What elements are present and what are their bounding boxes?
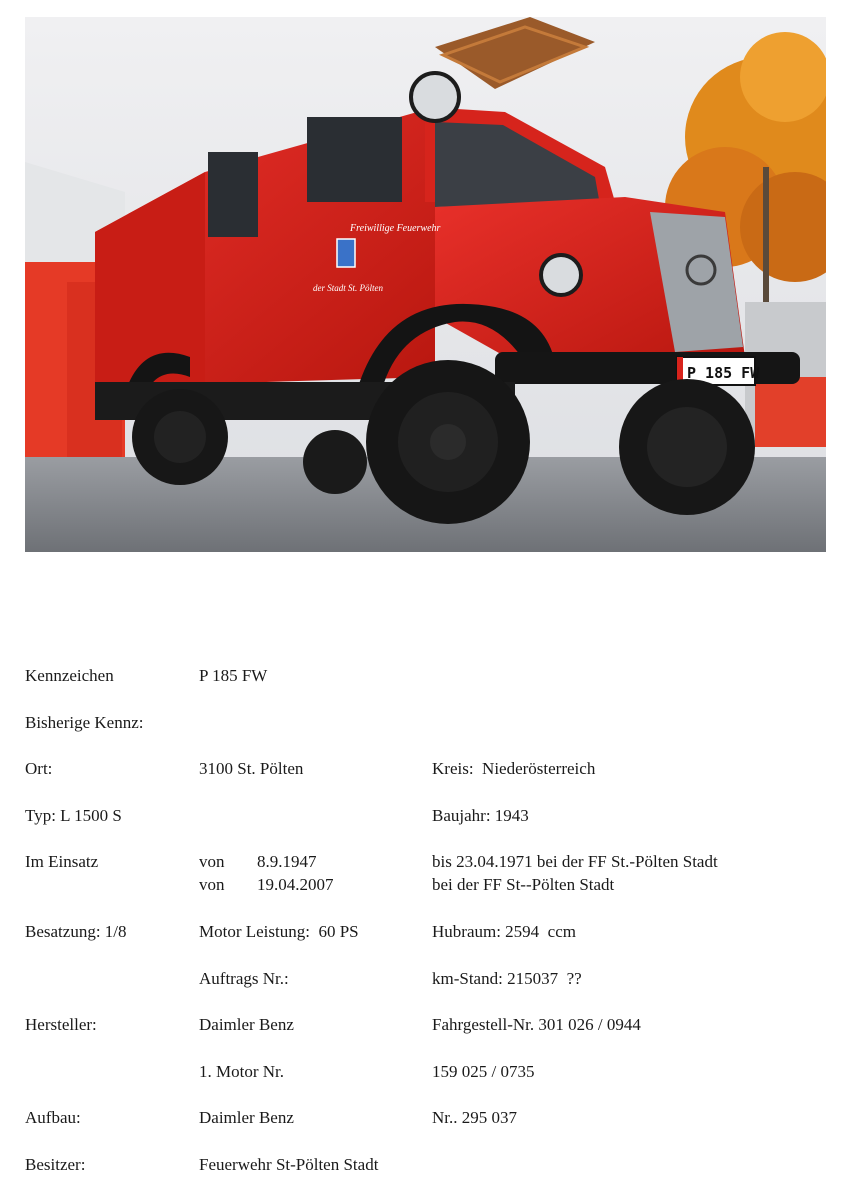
spec-row-aufbau [25, 1106, 825, 1129]
einsatz-from-2 [199, 873, 334, 896]
spec-row-motor-nr [25, 1060, 825, 1083]
spec-row-kennzeichen [25, 664, 825, 687]
label-bisherige-kennz: Bisherige Kennz: [25, 712, 144, 732]
value-besitzer: Feuerwehr St-Pölten Stadt [199, 1154, 379, 1174]
label-aufbau: Aufbau: [25, 1108, 81, 1128]
fire-truck-photo [25, 17, 826, 552]
value-besatzung: Besatzung: 1/8 [25, 921, 127, 941]
license-plate: P 185 FW [687, 364, 760, 382]
label-auftrags-nr: Auftrags Nr.: [199, 968, 289, 988]
spec-row-bisherige-kennz [25, 711, 825, 734]
value-motor-leistung: Motor Leistung: 60 PS [199, 921, 359, 941]
spec-row-typ [25, 804, 825, 827]
value-km-stand: km-Stand: 215037 ?? [432, 968, 582, 988]
spec-row-im-einsatz [25, 850, 825, 896]
einsatz-text-1: bis 23.04.1971 bei der FF St.-Pölten Stadt [432, 852, 718, 872]
einsatz-date-1: 8.9.1947 [257, 852, 317, 872]
value-hubraum: Hubraum: 2594 ccm [432, 921, 576, 941]
label-ort: Ort: [25, 759, 53, 779]
value-kennzeichen: P 185 FW [199, 666, 268, 685]
einsatz-text-2: bei der FF St--Pölten Stadt [432, 875, 615, 895]
door-lettering-bottom: der Stadt St. Pölten [313, 283, 383, 293]
value-typ: Typ: L 1500 S [25, 805, 122, 825]
label-besitzer: Besitzer: [25, 1154, 86, 1174]
spec-row-hersteller [25, 1013, 825, 1036]
spec-row-auftrags [25, 967, 825, 990]
spec-row-besatzung [25, 920, 825, 943]
label-kennzeichen: Kennzeichen [25, 666, 114, 685]
value-aufbau-nr: Nr.. 295 037 [432, 1108, 517, 1128]
label-motor-nr: 1. Motor Nr. [199, 1061, 284, 1081]
vehicle-spec-sheet [25, 664, 825, 1200]
value-fahrgestell-nr: Fahrgestell-Nr. 301 026 / 0944 [432, 1015, 641, 1035]
value-baujahr: Baujahr: 1943 [432, 805, 529, 825]
value-ort: 3100 St. Pölten [199, 759, 304, 779]
value-kreis: Kreis: Niederösterreich [432, 759, 596, 779]
value-hersteller: Daimler Benz [199, 1015, 294, 1035]
door-lettering-top: Freiwillige Feuerwehr [350, 223, 441, 234]
label-im-einsatz: Im Einsatz [25, 852, 99, 872]
spec-row-besitzer [25, 1153, 825, 1176]
spec-row-ort [25, 757, 825, 780]
einsatz-von-1: von [199, 852, 225, 872]
einsatz-from-1 [199, 850, 317, 873]
value-motor-nr: 159 025 / 0735 [432, 1061, 535, 1081]
einsatz-date-2: 19.04.2007 [257, 875, 334, 895]
einsatz-von-2: von [199, 875, 225, 895]
value-aufbau: Daimler Benz [199, 1108, 294, 1128]
label-hersteller: Hersteller: [25, 1015, 97, 1035]
